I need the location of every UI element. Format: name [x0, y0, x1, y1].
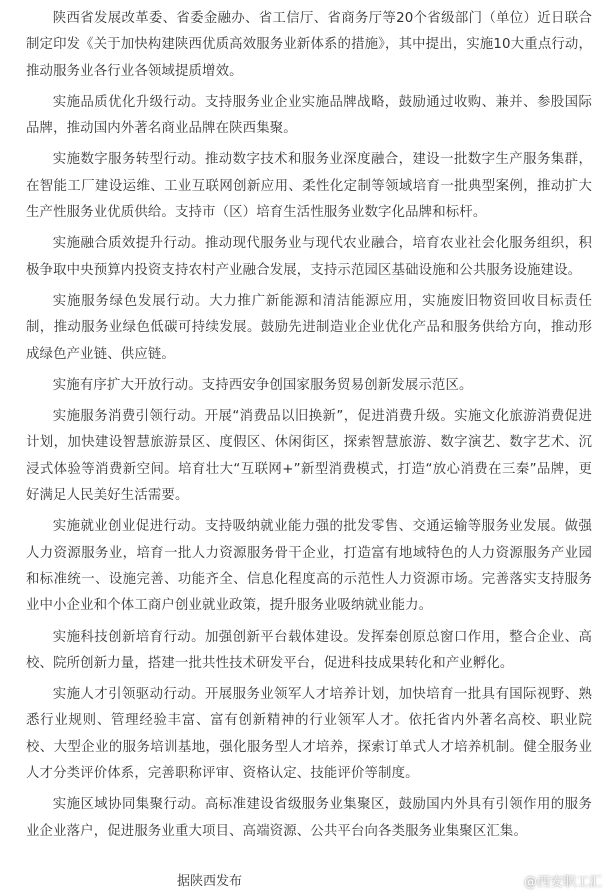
article-body	[26, 6, 592, 850]
paragraph-quality-upgrade: 实施品质优化升级行动。支持服务业企业实施品牌战略，鼓励通过收购、兼并、参股国际品牌，推动国内外著名商业品牌在陕西集聚。	[26, 94, 592, 137]
paragraph-integration: 实施融合质效提升行动。推动现代服务业与现代农业融合，培育农业社会化服务组织，积极争取中央预算内投资支持农村产业融合发展，支持示范园区基础设施和公共服务设施建设。	[26, 236, 592, 278]
paragraph-intro: 陕西省发展改革委、省委金融办、省工信厅、省商务厅等20个省级部门（单位）近日联合制定印发《关于加快构建陕西优质高效服务业新体系的措施》，其中提出，实施10大重点行动，推动服务业各行业各领域提质增效。	[26, 11, 592, 79]
paragraph-digital-transformation: 实施数字服务转型行动。推动数字技术和服务业深度融合，建设一批数字生产服务集群，在智能工厂建设运维、工业互联网创新应用、柔性化定制等领域培育一批典型案例，推动扩大生产性服务业优质供给。支持市（区）培育生活性服务业数字化品牌和标杆。	[26, 152, 592, 221]
paragraph-tech-innovation: 实施科技创新培育行动。加强创新平台载体建设。发挥秦创原总窗口作用，整合企业、高校、院所创新力量，搭建一批共性技术研发平台，促进科技成果转化和产业孵化。	[26, 629, 592, 671]
weibo-icon	[504, 874, 520, 888]
source-credit: 据陕西发布	[177, 874, 243, 889]
paragraph-regional-coordination: 实施区域协同集聚行动。高标准建设省级服务业集聚区，鼓励国内外具有引领作用的服务业企业落户，促进服务业重大项目、高端资源、公共平台向各类服务业集聚区汇集。	[26, 797, 592, 839]
watermark-text: @西安职工汇	[523, 875, 602, 890]
paragraph-green-development: 实施服务绿色发展行动。大力推广新能源和清洁能源应用，实施废旧物资回收目标责任制，推动服务业绿色低碳可持续发展。鼓励先进制造业企业优化产品和服务供给方向，推动形成绿色产业链、供应链。	[26, 293, 592, 362]
watermark	[504, 871, 602, 890]
paragraph-talent: 实施人才引领驱动行动。开展服务业领军人才培养计划，加快培育一批具有国际视野、熟悉行业规则、管理经验丰富、富有创新精神的行业领军人才。依托省内外著名高校、职业院校、大型企业的服务培训基地，强化服务型人才培养，探索订单式人才培养机制。健全服务业人才分类评价体系，完善职称评审、资格认定、技能评价等制度。	[26, 687, 592, 782]
paragraph-employment: 实施就业创业促进行动。支持吸纳就业能力强的批发零售、交通运输等服务业发展。做强人力资源服务业，培育一批人力资源服务骨干企业，打造富有地域特色的人力资源服务产业园和标准统一、设施完善、功能齐全、信息化程度高的示范性人力资源市场。完善落实支持服务业中小企业和个体工商户创业就业政策，提升服务业吸纳就业能力。	[26, 519, 592, 614]
paragraph-opening-up: 实施有序扩大开放行动。支持西安争创国家服务贸易创新发展示范区。	[52, 377, 473, 393]
paragraph-consumption: 实施服务消费引领行动。开展“消费品以旧换新”，促进消费升级。实施文化旅游消费促进计划，加快建设智慧旅游景区、度假区、休闲街区，探索智慧旅游、数字演艺、数字艺术、沉浸式体验等消费新空间。培育壮大“互联网+”新型消费模式，打造“放心消费在三秦”品牌，更好满足人民美好生活需要。	[26, 409, 592, 504]
